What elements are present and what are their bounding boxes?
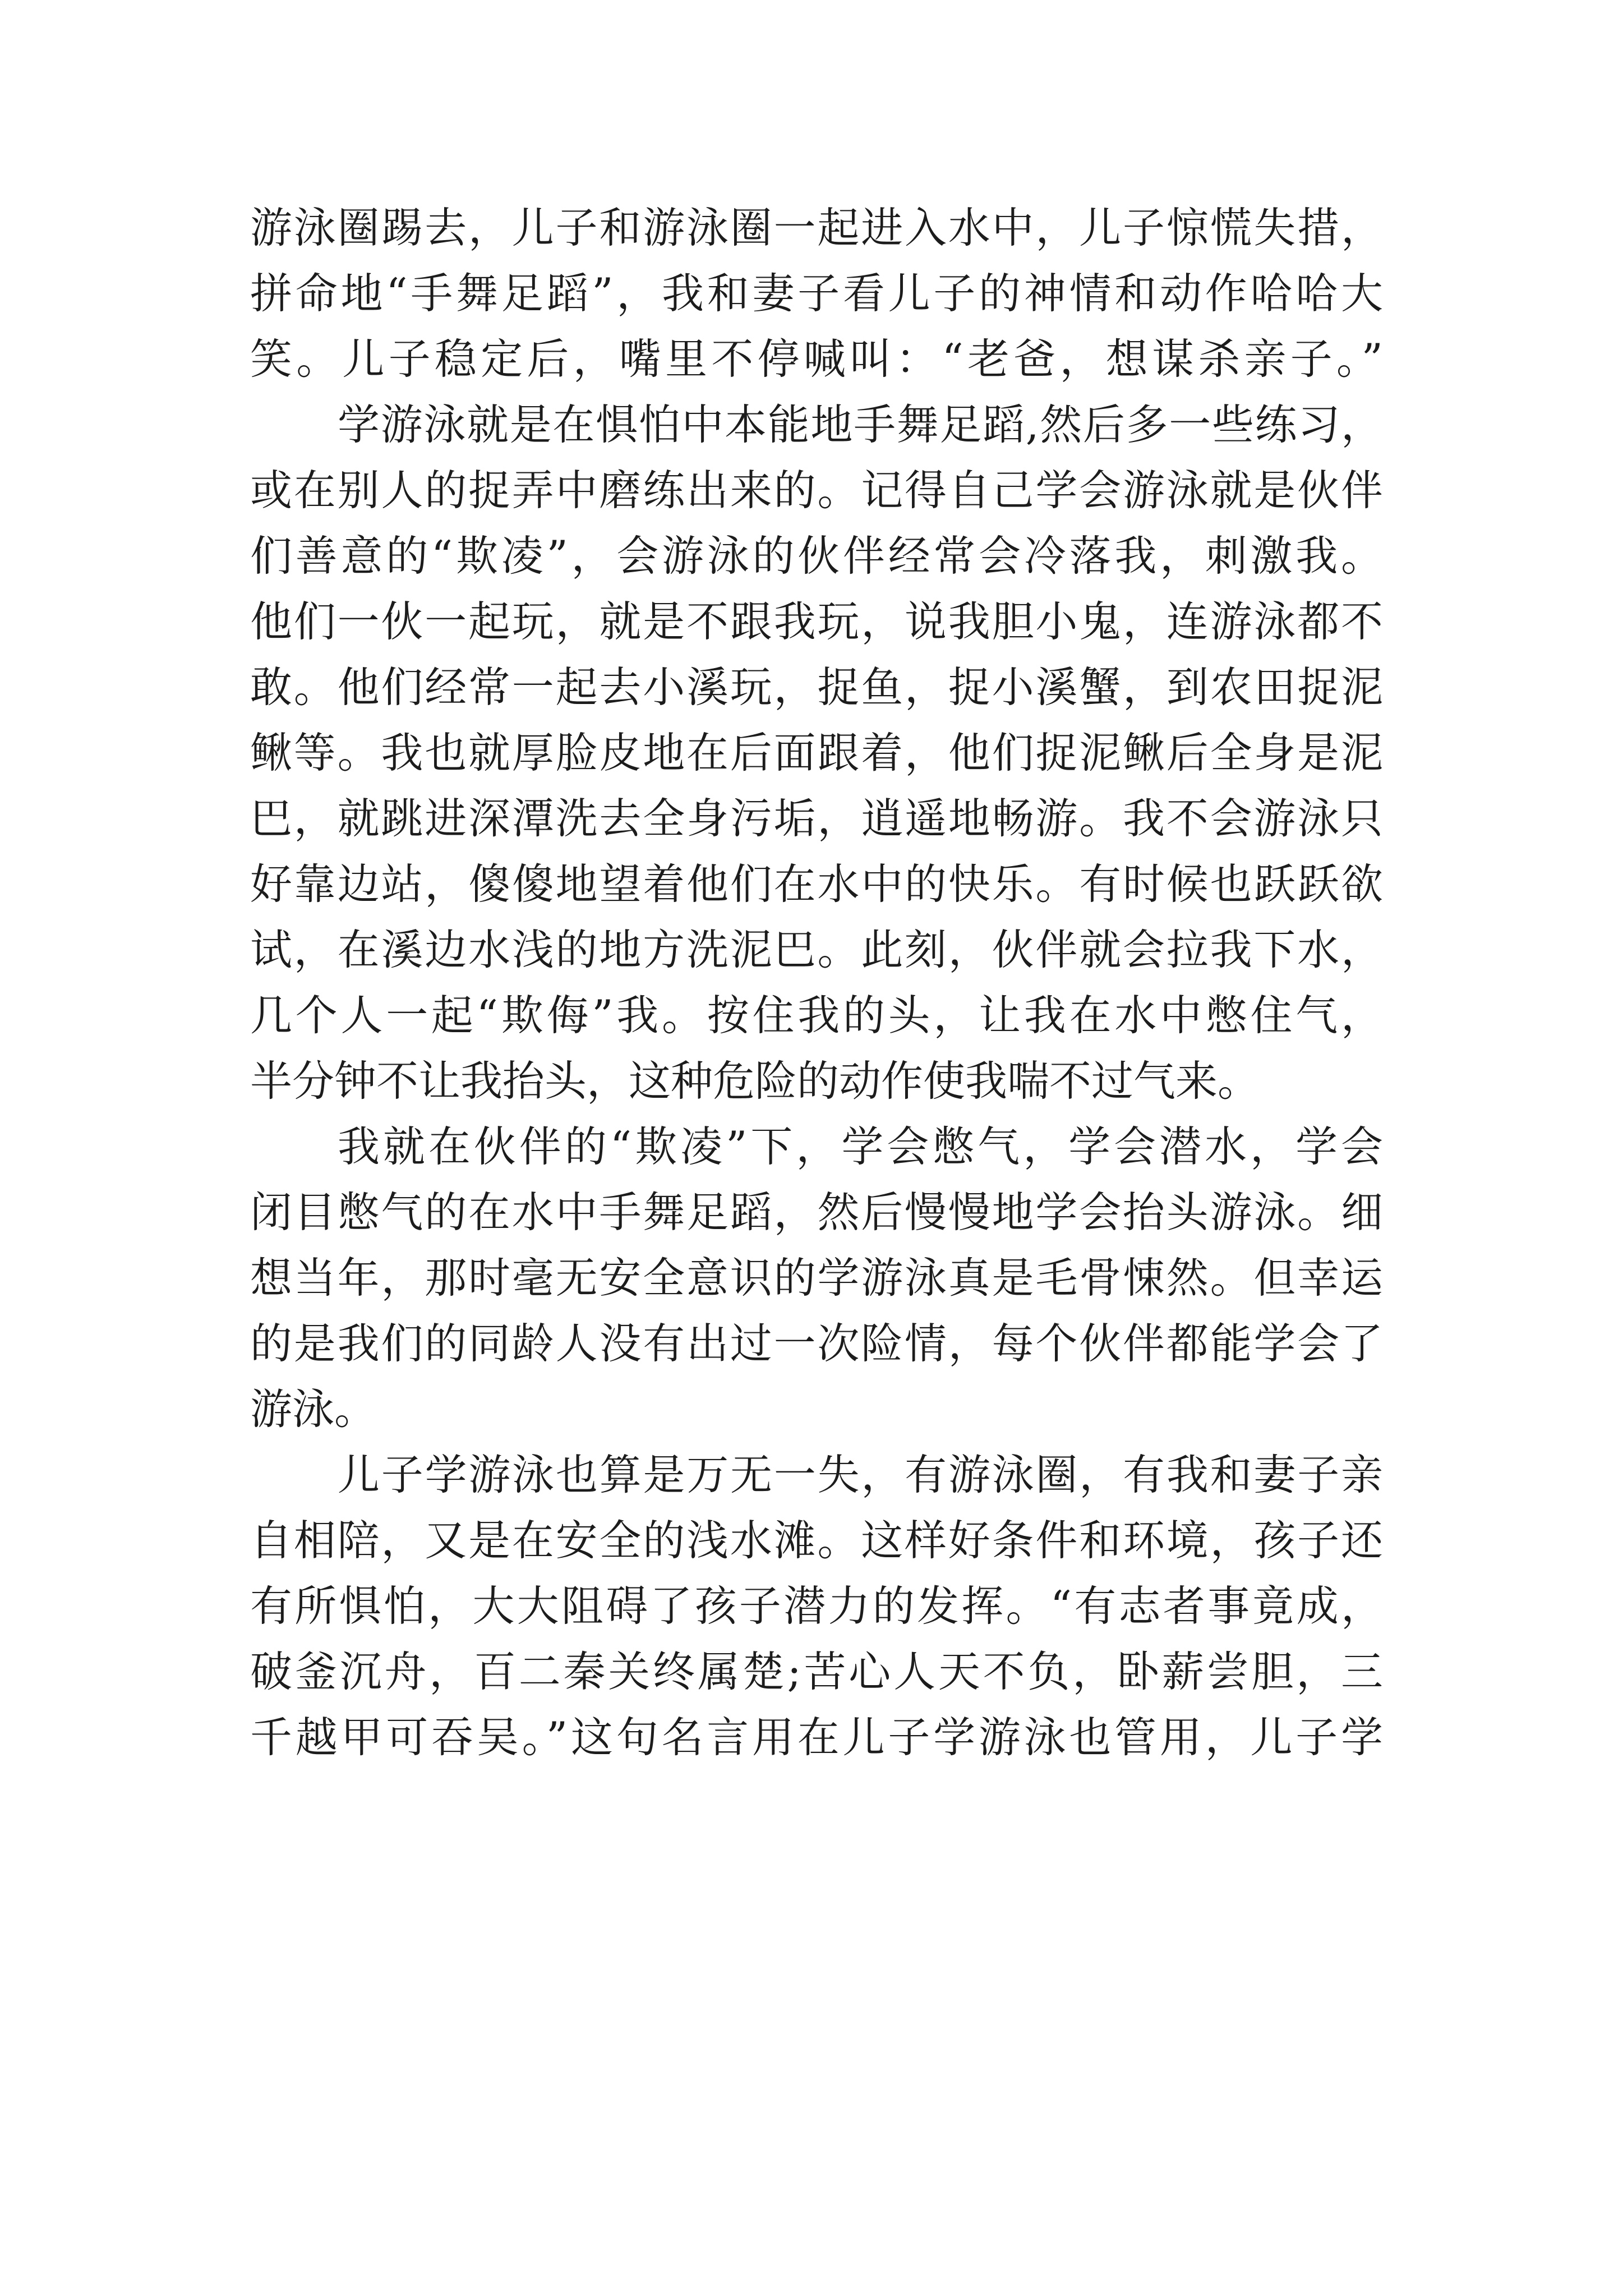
paragraph-first-line: 儿子学游泳也算是万无一失，有游泳圈，有我和妻子亲 (338, 1450, 1383, 1499)
text-line: 的是我们的同龄人没有出过一次险情，每个伙伴都能学会了 (250, 1319, 1383, 1368)
text-line: 几个人一起“欺侮”我。按住我的头，让我在水中憋住气， (250, 991, 1383, 1040)
paragraph-last-line: 游泳。 (250, 1384, 377, 1434)
text-line: 闭目憋气的在水中手舞足蹈，然后慢慢地学会抬头游泳。细 (250, 1188, 1383, 1237)
text-line: 破釜沉舟，百二秦关终属楚;苦心人天不负，卧薪尝胆，三 (250, 1647, 1383, 1696)
paragraph-last-line: 半分钟不让我抬头，这种危险的动作使我喘不过气来。 (250, 1056, 1260, 1106)
text-line: 拼命地“手舞足蹈”，我和妻子看儿子的神情和动作哈哈大 (250, 269, 1383, 318)
text-line: 自相陪，又是在安全的浅水滩。这样好条件和环境，孩子还 (250, 1516, 1383, 1565)
text-line: 巴，就跳进深潭洗去全身污垢，逍遥地畅游。我不会游泳只 (250, 794, 1383, 843)
paragraph-first-line: 学游泳就是在惧怕中本能地手舞足蹈,然后多一些练习， (338, 400, 1383, 449)
text-line: 有所惧怕，大大阻碍了孩子潜力的发挥。“有志者事竟成， (250, 1581, 1383, 1631)
body-text (250, 195, 1383, 1770)
text-line: 笑。儿子稳定后，嘴里不停喊叫：“老爸，想谋杀亲子。” (250, 334, 1383, 384)
text-line: 游泳圈踢去，儿子和游泳圈一起进入水中，儿子惊慌失措， (250, 203, 1383, 252)
text-line: 好靠边站，傻傻地望着他们在水中的快乐。有时候也跃跃欲 (250, 859, 1383, 909)
text-line: 他们一伙一起玩，就是不跟我玩，说我胆小鬼，连游泳都不 (250, 597, 1383, 646)
text-line: 鳅等。我也就厚脸皮地在后面跟着，他们捉泥鳅后全身是泥 (250, 728, 1383, 777)
paragraph-first-line: 我就在伙伴的“欺凌”下，学会憋气，学会潜水，学会 (338, 1122, 1383, 1171)
text-line: 或在别人的捉弄中磨练出来的。记得自己学会游泳就是伙伴 (250, 466, 1383, 515)
text-line: 敢。他们经常一起去小溪玩，捉鱼，捉小溪蟹，到农田捉泥 (250, 662, 1383, 712)
text-line: 试，在溪边水浅的地方洗泥巴。此刻，伙伴就会拉我下水， (250, 925, 1383, 974)
text-line: 们善意的“欺凌”，会游泳的伙伴经常会冷落我，刺激我。 (250, 531, 1383, 581)
text-line: 千越甲可吞吴。”这句名言用在儿子学游泳也管用，儿子学 (250, 1713, 1383, 1762)
text-line: 想当年，那时毫无安全意识的学游泳真是毛骨悚然。但幸运 (250, 1253, 1383, 1303)
